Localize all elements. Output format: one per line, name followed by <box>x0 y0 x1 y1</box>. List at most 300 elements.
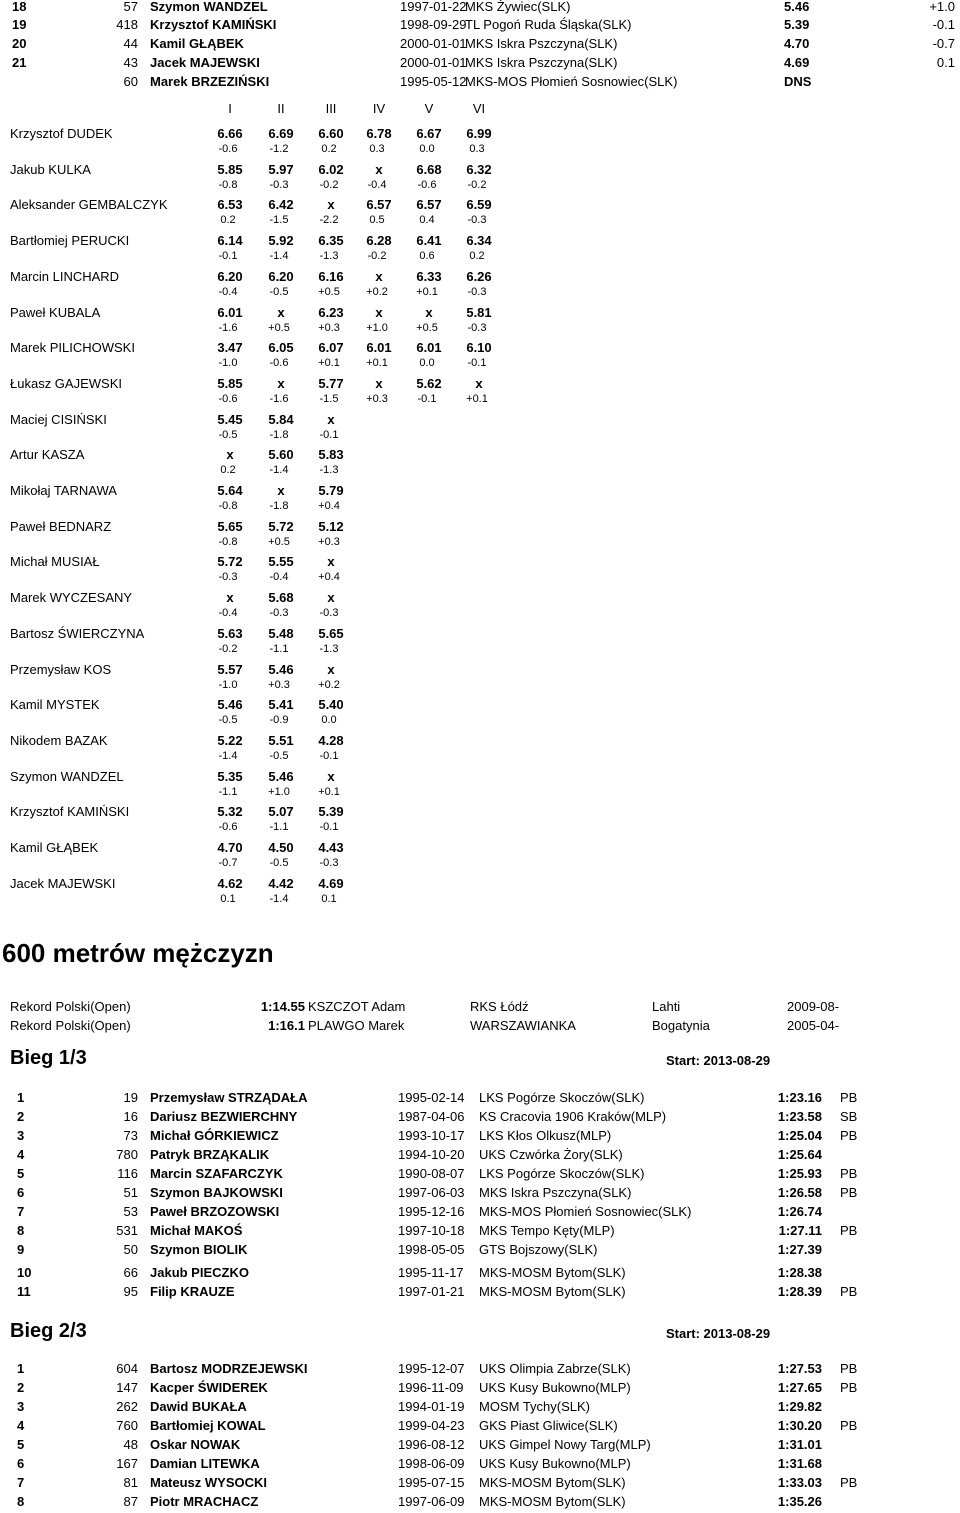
attempt-wind: 0.2 <box>220 214 236 227</box>
record-label: Rekord Polski(Open) <box>10 999 131 1014</box>
attempt-mark: 6.99 <box>466 126 492 141</box>
attempt-wind: -0.3 <box>269 607 289 620</box>
attempt-mark: x <box>327 661 335 677</box>
attempt-wind: -0.1 <box>319 821 339 834</box>
attempt-wind: -0.1 <box>417 392 437 405</box>
result-mark: 5.39 <box>784 17 810 32</box>
attempt-header: VI <box>472 101 486 116</box>
attempt-wind: -0.6 <box>417 178 437 191</box>
record-note: SB <box>840 1109 858 1124</box>
attempts-header <box>0 99 960 118</box>
club-name: MKS-MOSM Bytom(SLK) <box>479 1494 626 1509</box>
attempt-wind: -0.3 <box>269 178 289 191</box>
athlete-name: Michał MAKOŚ <box>150 1223 243 1238</box>
athlete-name: Damian LITEWKA <box>150 1456 260 1471</box>
result-time: 1:28.38 <box>777 1265 822 1280</box>
attempt-wind: +1.0 <box>268 785 290 798</box>
attempt-mark: 6.68 <box>416 161 442 177</box>
attempt-wind: 0.2 <box>321 143 337 155</box>
athlete-name: Szymon WANDZEL <box>150 0 268 14</box>
club-name: TL Pogoń Ruda Śląska(SLK) <box>465 17 632 32</box>
bib-number: 51 <box>123 1185 138 1200</box>
athlete-name: Przemysław KOS <box>10 661 112 677</box>
heat-result-row <box>0 1492 960 1511</box>
result-time: 1:31.01 <box>777 1437 822 1452</box>
attempt-mark: 6.33 <box>416 268 442 284</box>
result-row <box>0 72 960 91</box>
club-name: MKS-MOSM Bytom(SLK) <box>479 1475 626 1490</box>
heat-result-row <box>0 1088 960 1107</box>
result-time: 1:27.65 <box>777 1380 822 1395</box>
athlete-name: Krzysztof KAMIŃSKI <box>10 804 130 820</box>
attempt-wind: -1.2 <box>269 143 289 155</box>
attempt-wind: -1.1 <box>218 785 238 798</box>
attempt-mark: 6.28 <box>366 233 392 249</box>
result-time: 1:25.04 <box>777 1128 822 1143</box>
attempt-mark: x <box>375 375 383 391</box>
place: 7 <box>17 1475 25 1490</box>
athlete-name: Paweł BRZOZOWSKI <box>150 1204 280 1219</box>
record-note: PB <box>840 1223 858 1238</box>
attempt-mark: 5.85 <box>217 375 243 391</box>
birth-date: 1998-09-29 <box>400 17 467 32</box>
club-name: MKS-MOS Płomień Sosnowiec(SLK) <box>479 1204 692 1219</box>
attempt-header: IV <box>372 101 386 116</box>
record-note: PB <box>840 1380 858 1395</box>
club-name: UKS Kusy Bukowno(MLP) <box>479 1380 631 1395</box>
athlete-name: Szymon WANDZEL <box>10 768 124 784</box>
attempt-mark: 6.59 <box>466 197 492 213</box>
club-name: LKS Kłos Olkusz(MLP) <box>479 1128 612 1143</box>
attempt-mark: 5.77 <box>318 375 344 391</box>
birth-date: 1995-02-14 <box>398 1090 465 1105</box>
attempt-mark: 6.57 <box>416 197 442 213</box>
club-name: MOSM Tychy(SLK) <box>479 1399 591 1414</box>
club-name: MKS Iskra Pszczyna(SLK) <box>479 1185 632 1200</box>
attempt-mark: 6.42 <box>268 197 294 213</box>
attempt-mark: 6.14 <box>217 233 243 249</box>
attempt-mark: 5.57 <box>217 661 243 677</box>
attempt-mark: 6.20 <box>217 268 243 284</box>
attempt-mark: 3.47 <box>217 340 243 356</box>
wind-row <box>0 427 960 443</box>
heat-result-row <box>0 1183 960 1202</box>
bib-number: 780 <box>116 1147 138 1162</box>
athlete-name: Aleksander GEMBALCZYK <box>10 197 168 213</box>
record-place: Lahti <box>652 999 681 1014</box>
attempt-mark: 6.20 <box>268 268 294 284</box>
club-name: UKS Kusy Bukowno(MLP) <box>479 1456 631 1471</box>
athlete-name: Nikodem BAZAK <box>10 732 108 748</box>
athlete-name: Michał MUSIAŁ <box>10 554 100 570</box>
attempt-mark: x <box>226 590 234 606</box>
attempt-wind: -1.4 <box>269 250 289 263</box>
attempt-wind: -1.3 <box>319 250 339 263</box>
attempt-wind: -0.7 <box>218 857 238 869</box>
attempt-wind: +0.4 <box>318 571 340 584</box>
wind-row <box>0 569 960 585</box>
attempt-mark: 5.62 <box>416 375 442 391</box>
attempt-wind: 0.5 <box>369 214 385 227</box>
attempt-mark: 5.48 <box>268 625 294 641</box>
bib-number: 760 <box>116 1418 138 1433</box>
athlete-name: Mateusz WYSOCKI <box>150 1475 268 1490</box>
attempt-wind: -1.3 <box>319 642 339 655</box>
attempt-wind: -0.5 <box>218 714 238 727</box>
attempt-wind: 0.4 <box>419 214 435 227</box>
bib-number: 48 <box>123 1437 138 1452</box>
result-time: 1:23.16 <box>777 1090 822 1105</box>
athlete-name: Bartłomiej PERUCKI <box>10 233 130 249</box>
place: 2 <box>17 1380 25 1395</box>
attempt-mark: 5.51 <box>268 732 294 748</box>
attempt-wind: -0.5 <box>269 285 289 298</box>
record-note: PB <box>840 1361 858 1376</box>
athlete-name: Paweł BEDNARZ <box>10 518 112 534</box>
attempt-mark: 5.63 <box>217 625 243 641</box>
attempt-mark: 6.41 <box>416 233 442 249</box>
athlete-name: Piotr MRACHACZ <box>150 1494 259 1509</box>
attempt-wind: -0.2 <box>218 642 238 655</box>
attempt-wind: +0.1 <box>466 392 488 405</box>
wind-row <box>0 462 960 478</box>
club-name: GKS Piast Gliwice(SLK) <box>479 1418 618 1433</box>
wind-row <box>0 391 960 407</box>
attempt-wind: -0.1 <box>319 749 339 762</box>
result-mark: 4.70 <box>784 36 810 51</box>
attempt-mark: 4.69 <box>318 875 344 891</box>
attempt-wind: -0.1 <box>319 428 339 441</box>
wind-row <box>0 498 960 514</box>
athlete-name: Patryk BRZĄKALIK <box>150 1147 270 1162</box>
attempt-mark: 6.78 <box>366 126 392 141</box>
place: 10 <box>17 1265 32 1280</box>
place: 8 <box>17 1223 25 1238</box>
result-time: 1:25.64 <box>777 1147 822 1162</box>
heat-result-row <box>0 1378 960 1397</box>
record-label: Rekord Polski(Open) <box>10 1018 131 1033</box>
attempt-wind: +0.1 <box>366 357 388 370</box>
attempt-wind: +1.0 <box>366 321 388 334</box>
attempt-wind: -1.0 <box>218 357 238 370</box>
bib-number: 167 <box>116 1456 138 1471</box>
result-mark: DNS <box>784 74 812 89</box>
athlete-name: Dawid BUKAŁA <box>150 1399 247 1414</box>
athlete-name: Marek PILICHOWSKI <box>10 340 135 356</box>
wind-value: +1.0 <box>929 0 955 14</box>
attempt-wind: +0.1 <box>318 357 340 370</box>
athlete-name: Dariusz BEZWIERCHNY <box>150 1109 298 1124</box>
attempt-mark: 5.64 <box>217 483 243 498</box>
attempt-wind: 0.6 <box>419 250 435 263</box>
attempt-mark: 5.72 <box>217 554 243 570</box>
attempt-wind: -1.8 <box>269 428 289 441</box>
wind-row <box>0 177 960 193</box>
attempt-wind: +0.3 <box>318 535 340 548</box>
attempt-mark: 5.92 <box>268 233 294 249</box>
result-time: 1:30.20 <box>777 1418 822 1433</box>
birth-date: 1997-01-22 <box>400 0 467 14</box>
attempt-wind: -0.9 <box>269 714 289 727</box>
place: 18 <box>12 0 27 14</box>
record-note: PB <box>840 1166 858 1181</box>
attempt-header: V <box>424 101 434 116</box>
attempt-wind: -1.6 <box>218 321 238 334</box>
result-time: 1:29.82 <box>777 1399 822 1414</box>
attempt-mark: 5.41 <box>268 697 294 713</box>
attempt-mark: 6.07 <box>318 340 344 356</box>
bib-number: 73 <box>123 1128 138 1143</box>
attempt-mark: 4.42 <box>268 875 294 891</box>
wind-row <box>0 641 960 657</box>
record-row <box>0 997 960 1016</box>
athlete-name: Filip KRAUZE <box>150 1284 235 1299</box>
attempt-wind: -0.3 <box>467 321 487 334</box>
event-title: 600 metrów mężczyzn <box>2 938 274 968</box>
attempt-mark: 5.65 <box>318 625 344 641</box>
attempt-mark: 5.39 <box>318 804 344 820</box>
attempt-mark: 6.34 <box>466 233 492 249</box>
attempt-mark: x <box>375 304 383 320</box>
heat-result-row <box>0 1454 960 1473</box>
wind-row <box>0 748 960 764</box>
attempt-mark: 5.07 <box>268 804 294 820</box>
club-name: MKS Żywiec(SLK) <box>465 0 571 14</box>
club-name: LKS Pogórze Skoczów(SLK) <box>479 1090 645 1105</box>
bib-number: 81 <box>123 1475 138 1490</box>
attempt-wind: -0.5 <box>218 428 238 441</box>
attempt-wind: -0.3 <box>467 285 487 298</box>
attempt-wind: -0.5 <box>269 749 289 762</box>
attempt-wind: 0.0 <box>419 357 435 370</box>
athlete-name: Bartłomiej KOWAL <box>150 1418 266 1433</box>
attempt-mark: 5.60 <box>268 447 294 463</box>
place: 1 <box>17 1361 25 1376</box>
result-time: 1:27.39 <box>777 1242 822 1257</box>
attempt-mark: 6.23 <box>318 304 344 320</box>
attempt-wind: 0.3 <box>369 143 385 155</box>
athlete-name: Marcin SZAFARCZYK <box>150 1166 283 1181</box>
athlete-name: Jakub KULKA <box>10 161 91 177</box>
attempt-wind: 0.1 <box>321 892 337 905</box>
wind-row <box>0 141 960 157</box>
record-time: 1:16.1 <box>268 1018 305 1033</box>
club-name: GTS Bojszowy(SLK) <box>479 1242 598 1257</box>
attempt-wind: +0.3 <box>366 392 388 405</box>
attempt-mark: 5.85 <box>217 161 243 177</box>
attempt-mark: x <box>327 768 335 784</box>
club-name: LKS Pogórze Skoczów(SLK) <box>479 1166 645 1181</box>
heat-result-row <box>0 1359 960 1378</box>
place: 3 <box>17 1399 25 1414</box>
result-time: 1:27.11 <box>778 1223 822 1238</box>
athlete-name: Szymon BIOLIK <box>150 1242 248 1257</box>
attempt-wind: -1.1 <box>269 642 289 655</box>
heat-result-row <box>0 1240 960 1259</box>
record-note: PB <box>840 1475 858 1490</box>
athlete-name: Przemysław STRZĄDAŁA <box>150 1090 308 1105</box>
attempt-wind: -0.4 <box>269 571 289 584</box>
attempt-mark: 4.70 <box>217 840 243 855</box>
result-row <box>0 53 960 72</box>
attempt-mark: 6.60 <box>318 126 344 141</box>
record-note: PB <box>840 1185 858 1200</box>
record-club: WARSZAWIANKA <box>470 1018 576 1033</box>
attempt-mark: 6.35 <box>318 233 344 249</box>
birth-date: 1990-08-07 <box>398 1166 465 1181</box>
place: 2 <box>17 1109 25 1124</box>
result-time: 1:28.39 <box>777 1284 822 1299</box>
wind-row <box>0 534 960 550</box>
birth-date: 1995-07-15 <box>398 1475 465 1490</box>
attempt-wind: -0.4 <box>218 285 238 298</box>
wind-value: -0.7 <box>932 36 955 51</box>
club-name: MKS-MOSM Bytom(SLK) <box>479 1265 626 1280</box>
attempt-mark: 4.28 <box>318 732 344 748</box>
heat-start-date: Start: 2013-08-29 <box>666 1326 771 1341</box>
wind-row <box>0 605 960 621</box>
athlete-name: Michał GÓRKIEWICZ <box>150 1128 279 1143</box>
attempt-wind: +0.5 <box>318 285 340 298</box>
birth-date: 1993-10-17 <box>398 1128 465 1143</box>
place: 6 <box>17 1185 25 1200</box>
birth-date: 1996-11-09 <box>398 1380 464 1395</box>
athlete-name: Jakub PIECZKO <box>150 1265 249 1280</box>
attempt-mark: 5.46 <box>268 661 294 677</box>
attempt-wind: -1.4 <box>218 749 238 762</box>
birth-date: 1987-04-06 <box>398 1109 465 1124</box>
attempt-mark: x <box>475 375 483 391</box>
wind-row <box>0 248 960 264</box>
heat-result-row <box>0 1202 960 1221</box>
attempt-wind: -0.1 <box>467 357 487 370</box>
attempt-wind: -0.6 <box>269 357 289 370</box>
attempt-mark: x <box>375 268 383 284</box>
attempt-mark: 5.81 <box>466 304 492 320</box>
attempt-wind: +0.2 <box>318 678 340 691</box>
attempt-mark: 5.22 <box>217 732 243 748</box>
bib-number: 531 <box>116 1223 138 1238</box>
record-date: 2005-04- <box>787 1018 840 1033</box>
attempt-mark: x <box>425 304 433 320</box>
attempt-mark: 5.83 <box>318 447 344 463</box>
attempt-mark: 5.12 <box>318 518 344 534</box>
record-row <box>0 1016 960 1035</box>
birth-date: 1998-05-05 <box>398 1242 465 1257</box>
athlete-name: Mikołaj TARNAWA <box>10 483 117 498</box>
club-name: MKS-MOSM Bytom(SLK) <box>479 1284 626 1299</box>
attempt-wind: -0.2 <box>319 178 339 191</box>
attempt-mark: x <box>277 483 285 498</box>
heat-result-row <box>0 1107 960 1126</box>
athlete-name: Paweł KUBALA <box>10 304 101 320</box>
attempt-mark: x <box>375 161 383 177</box>
record-date: 2009-08- <box>787 999 840 1014</box>
bib-number: 50 <box>123 1242 138 1257</box>
record-club: RKS Łódź <box>470 999 529 1014</box>
result-time: 1:31.68 <box>777 1456 822 1471</box>
attempt-mark: 6.10 <box>466 340 492 356</box>
birth-date: 1994-10-20 <box>398 1147 465 1162</box>
attempt-wind: -0.6 <box>218 392 238 405</box>
wind-row <box>0 891 960 907</box>
club-name: KS Cracovia 1906 Kraków(MLP) <box>479 1109 667 1124</box>
bib-number: 87 <box>123 1494 138 1509</box>
athlete-name: Kamil GŁĄBEK <box>150 36 244 51</box>
birth-date: 2000-01-01 <box>400 36 467 51</box>
attempt-wind: -0.2 <box>367 250 387 263</box>
birth-date: 1997-10-18 <box>398 1223 465 1238</box>
bib-number: 418 <box>116 17 138 32</box>
attempt-wind: -1.1 <box>269 821 289 834</box>
record-note: PB <box>840 1128 858 1143</box>
attempt-mark: 4.43 <box>318 840 344 855</box>
result-row <box>0 0 960 16</box>
athlete-name: Marek WYCZESANY <box>10 590 133 606</box>
birth-date: 1995-12-16 <box>398 1204 465 1219</box>
place: 11 <box>17 1284 31 1299</box>
place: 9 <box>17 1242 25 1257</box>
club-name: UKS Olimpia Zabrze(SLK) <box>479 1361 631 1376</box>
attempt-wind: -0.6 <box>218 821 238 834</box>
heat-result-row <box>0 1164 960 1183</box>
record-place: Bogatynia <box>652 1018 710 1033</box>
attempt-wind: +0.5 <box>268 535 290 548</box>
attempt-wind: -2.2 <box>319 214 339 227</box>
wind-value: -0.1 <box>932 17 955 32</box>
attempt-wind: -1.3 <box>319 464 339 477</box>
result-time: 1:26.74 <box>777 1204 822 1219</box>
attempt-mark: 5.40 <box>318 697 344 713</box>
attempt-mark: 6.01 <box>217 304 243 320</box>
attempt-mark: 6.05 <box>268 340 294 356</box>
bib-number: 19 <box>123 1090 138 1105</box>
heat-title: Bieg 2/3 <box>10 1320 87 1342</box>
result-time: 1:35.26 <box>777 1494 822 1509</box>
place: 6 <box>17 1456 25 1471</box>
attempt-wind: +0.5 <box>416 321 438 334</box>
heat-result-row <box>0 1473 960 1492</box>
attempt-mark: x <box>327 197 335 213</box>
attempt-wind: 0.3 <box>469 143 485 155</box>
place: 5 <box>17 1437 25 1452</box>
attempt-mark: 5.46 <box>268 768 294 784</box>
attempt-mark: 5.32 <box>217 804 243 820</box>
attempt-mark: 5.55 <box>268 554 294 570</box>
attempt-wind: -0.3 <box>467 214 487 227</box>
attempt-wind: 0.2 <box>469 250 485 263</box>
attempt-mark: 6.69 <box>268 126 294 141</box>
result-mark: 5.46 <box>784 0 810 14</box>
attempt-wind: -1.4 <box>269 464 289 477</box>
heat-result-row <box>0 1416 960 1435</box>
birth-date: 1995-12-07 <box>398 1361 465 1376</box>
place: 5 <box>17 1166 25 1181</box>
record-note: PB <box>840 1090 858 1105</box>
attempt-mark: x <box>327 590 335 606</box>
birth-date: 1997-06-09 <box>398 1494 465 1509</box>
attempt-wind: 0.0 <box>321 714 337 727</box>
wind-row <box>0 855 960 871</box>
attempt-mark: 6.66 <box>217 126 243 141</box>
attempt-mark: 6.67 <box>416 126 442 141</box>
bib-number: 43 <box>123 55 138 70</box>
attempt-mark: 5.45 <box>217 411 243 427</box>
heat-result-row <box>0 1263 960 1282</box>
attempt-mark: 5.65 <box>217 518 243 534</box>
wind-row <box>0 320 960 336</box>
athlete-name: Jacek MAJEWSKI <box>10 875 116 891</box>
